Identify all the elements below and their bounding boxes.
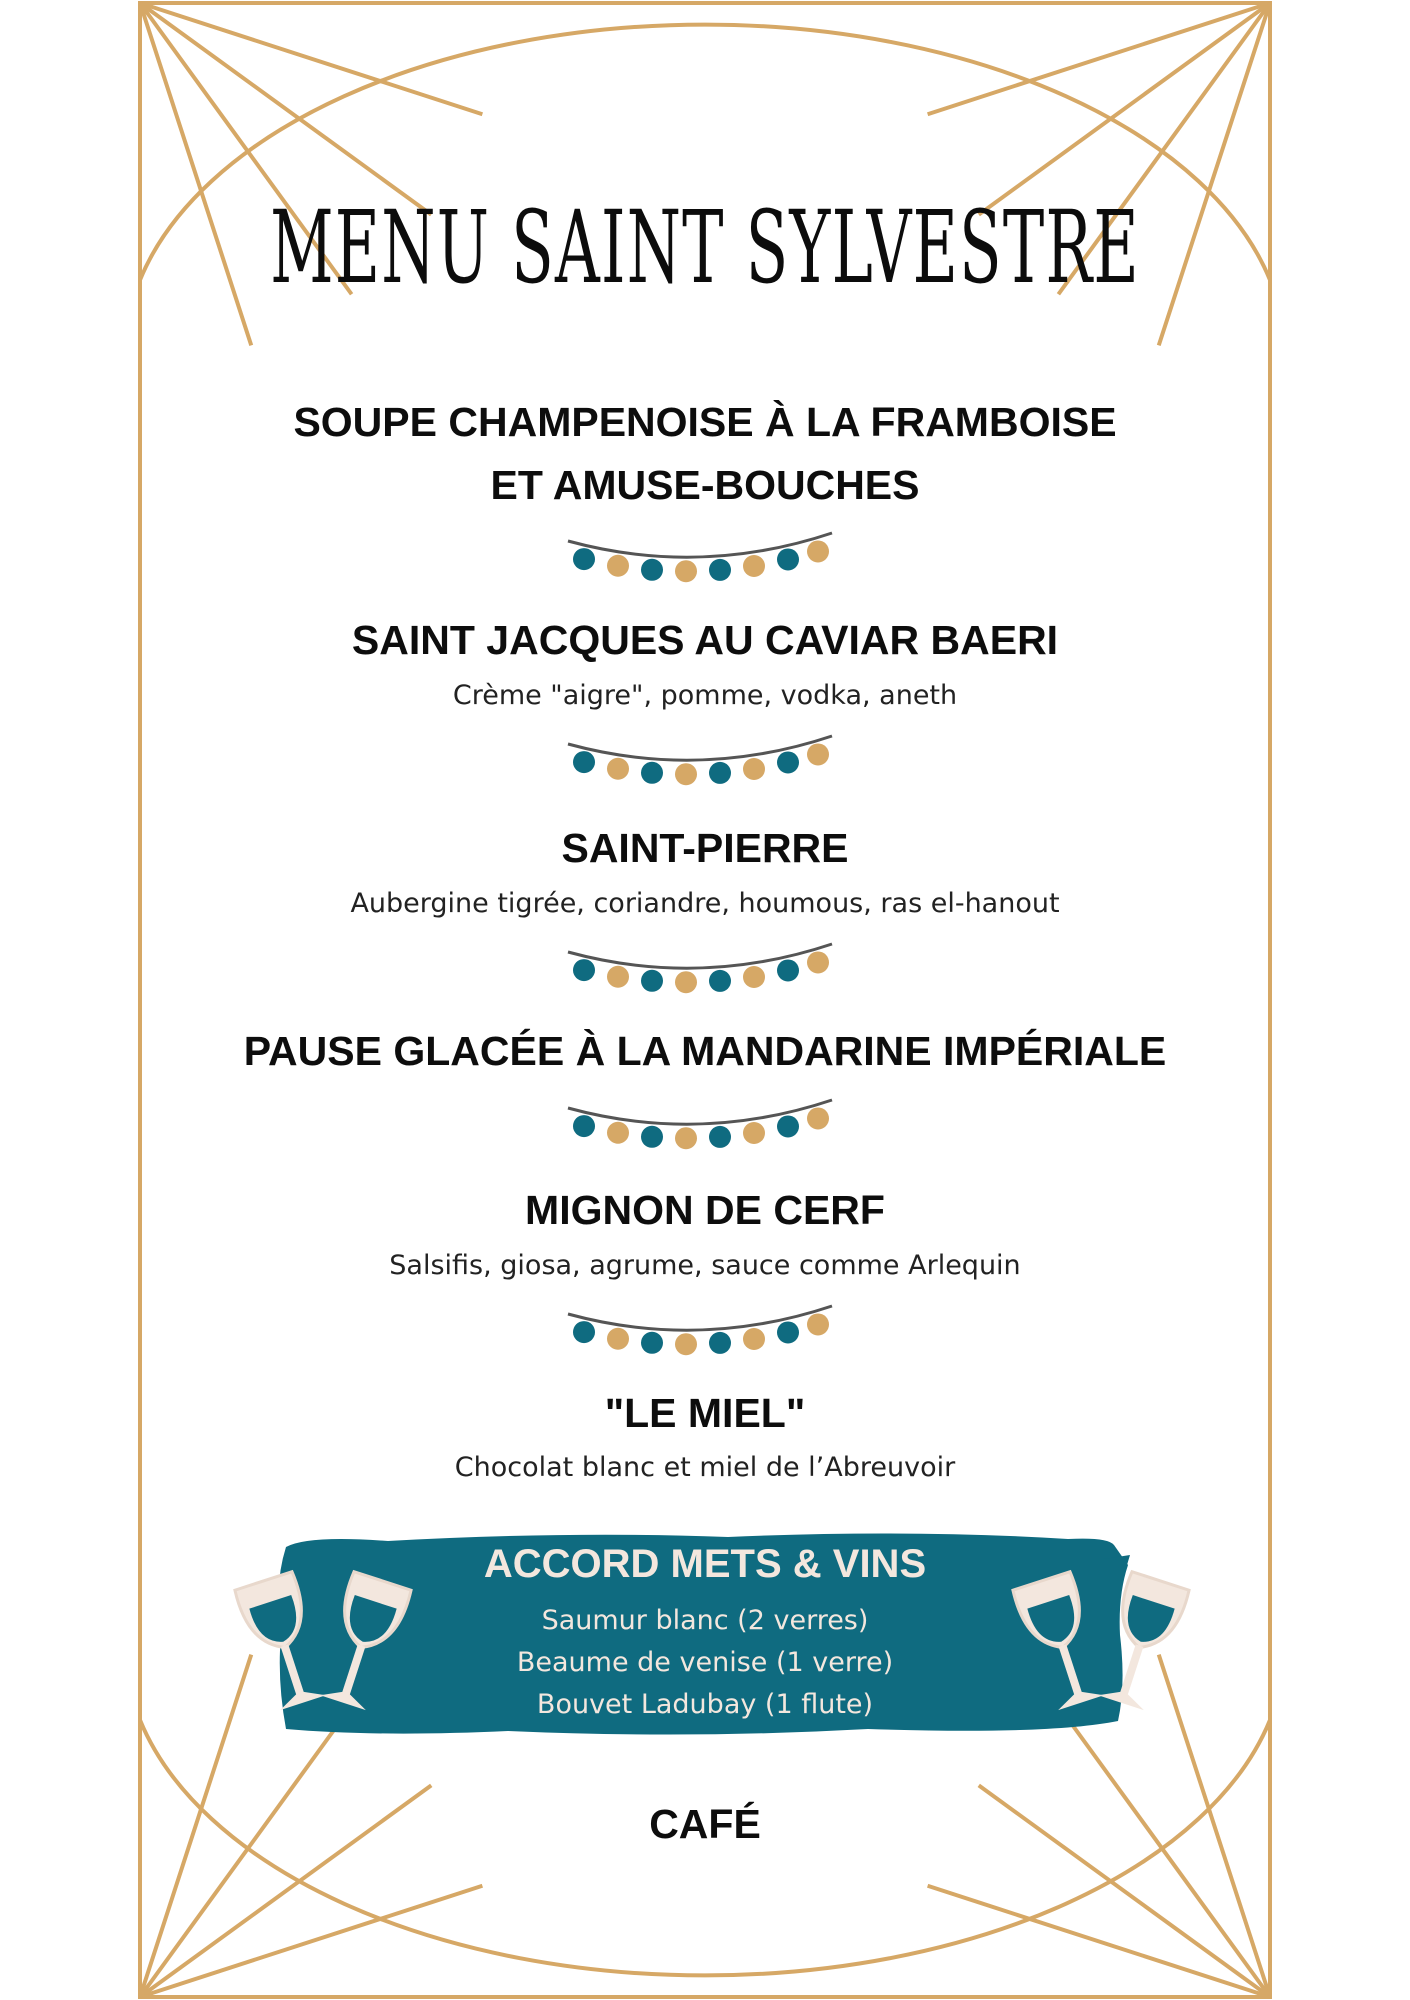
bunting-bead	[607, 758, 629, 780]
course-name: "LE MIEL"	[604, 1390, 806, 1436]
bunting-bead	[641, 1332, 663, 1354]
bunting-bead	[573, 548, 595, 570]
bunting-garland-icon	[560, 728, 840, 798]
course-description: Chocolat blanc et miel de l’Abreuvoir	[454, 1452, 956, 1483]
course-name: SAINT JACQUES AU CAVIAR BAERI	[351, 617, 1059, 663]
bunting-bead	[641, 1126, 663, 1148]
bunting-bead	[709, 1126, 731, 1148]
bunting-bead	[807, 951, 829, 973]
bunting-garland-icon	[560, 936, 840, 1006]
course-name: PAUSE GLACÉE À LA MANDARINE IMPÉRIALE	[243, 1028, 1167, 1074]
closing-item: CAFÉ	[649, 1801, 761, 1847]
bunting-bead	[607, 966, 629, 988]
course-description: Crème "aigre", pomme, vodka, aneth	[452, 680, 958, 711]
course-description: Aubergine tigrée, coriandre, houmous, ras el-hanout	[350, 888, 1060, 919]
bunting-bead	[709, 970, 731, 992]
bunting-bead	[675, 971, 697, 993]
bunting-bead	[807, 1313, 829, 1335]
bunting-bead	[607, 555, 629, 577]
course-name: SAINT-PIERRE	[561, 825, 849, 871]
bunting-bead	[641, 559, 663, 581]
bunting-bead	[573, 959, 595, 981]
bunting-bead	[641, 970, 663, 992]
wine-glasses-toast-icon	[232, 1558, 422, 1718]
bunting-bead	[573, 1115, 595, 1137]
bunting-bead	[743, 1122, 765, 1144]
page-title: MENU SAINT SYLVESTRE	[270, 189, 1140, 306]
bunting-bead	[573, 1321, 595, 1343]
wine-pairing-title: ACCORD METS & VINS	[483, 1542, 927, 1586]
starter-line1: SOUPE CHAMPENOISE À LA FRAMBOISE	[293, 399, 1117, 445]
course-name: MIGNON DE CERF	[525, 1187, 885, 1233]
bunting-garland-icon	[560, 525, 840, 595]
bunting-bead	[709, 1332, 731, 1354]
bunting-bead	[743, 555, 765, 577]
bunting-bead	[807, 1107, 829, 1129]
bunting-bead	[777, 1115, 799, 1137]
bunting-bead	[709, 559, 731, 581]
wine-glasses-toast-icon	[1010, 1558, 1200, 1718]
bunting-bead	[807, 743, 829, 765]
starter-line2: ET AMUSE-BOUCHES	[490, 462, 920, 508]
bunting-bead	[777, 751, 799, 773]
bunting-bead	[743, 1328, 765, 1350]
bunting-bead	[807, 540, 829, 562]
bunting-garland-icon	[560, 1298, 840, 1368]
course-description: Salsifis, giosa, agrume, sauce comme Arlequin	[389, 1250, 1021, 1281]
bunting-bead	[607, 1328, 629, 1350]
bunting-bead	[675, 1127, 697, 1149]
bunting-bead	[675, 1333, 697, 1355]
wine-item: Bouvet Ladubay (1 flute)	[536, 1689, 874, 1720]
wine-item: Beaume de venise (1 verre)	[516, 1647, 894, 1678]
bunting-bead	[777, 548, 799, 570]
bunting-bead	[641, 762, 663, 784]
bunting-bead	[743, 966, 765, 988]
wine-item: Saumur blanc (2 verres)	[541, 1605, 869, 1636]
bunting-bead	[777, 959, 799, 981]
bunting-bead	[743, 758, 765, 780]
bunting-bead	[675, 763, 697, 785]
bunting-bead	[607, 1122, 629, 1144]
bunting-bead	[573, 751, 595, 773]
bunting-bead	[709, 762, 731, 784]
bunting-bead	[777, 1321, 799, 1343]
bunting-garland-icon	[560, 1092, 840, 1162]
bunting-bead	[675, 560, 697, 582]
